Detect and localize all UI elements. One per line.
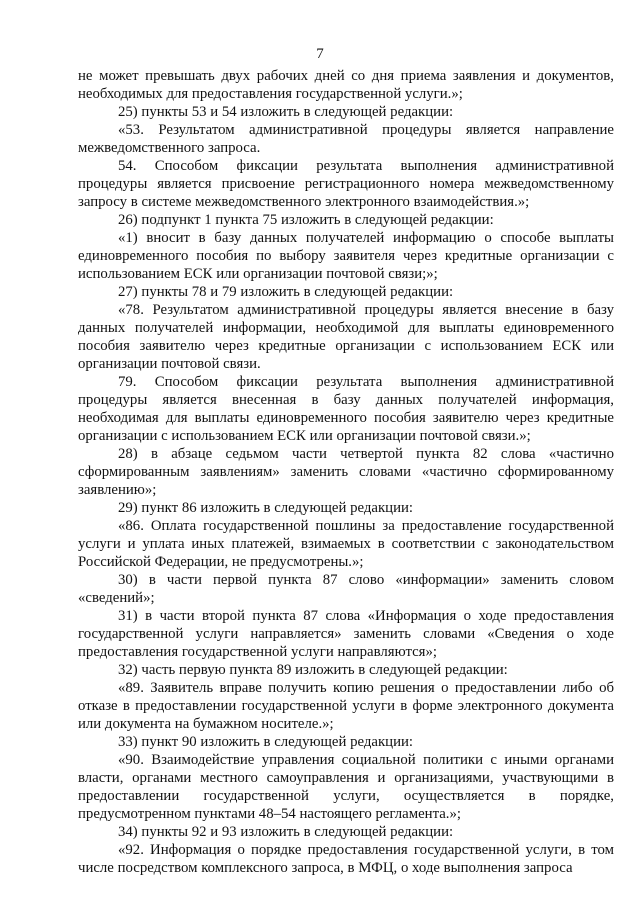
page-number: 7: [316, 46, 324, 62]
paragraph: «78. Результатом административной процедуры является внесение в базу данных получателей информации, необходимой для выплаты единовременного пособия заявителю через кредитные организации с использованием ЕСК или организации почтовой связи.: [78, 302, 614, 372]
paragraph: 79. Способом фиксации результата выполнения административной процедуры является внесенная в базу данных получателей информация, необходимая для выплаты единовременного пособия заявителю через кредитные организации с использованием ЕСК или организации почтовой связи.»;: [78, 374, 614, 444]
paragraph: 27) пункты 78 и 79 изложить в следующей редакции:: [118, 284, 454, 300]
paragraph: 34) пункты 92 и 93 изложить в следующей редакции:: [118, 824, 454, 840]
paragraph: 30) в части первой пункта 87 слово «информации» заменить словом «сведений»;: [78, 572, 614, 606]
paragraph: 33) пункт 90 изложить в следующей редакции:: [118, 734, 414, 750]
paragraph: 32) часть первую пункта 89 изложить в следующей редакции:: [118, 662, 508, 678]
paragraph: «86. Оплата государственной пошлины за предоставление государственной услуги и уплата иных платежей, взимаемых в соответствии с законодательством Российской Федерации, не предусмотрены.»;: [78, 518, 614, 570]
paragraph: 26) подпункт 1 пункта 75 изложить в следующей редакции:: [118, 212, 494, 228]
document-body: [78, 67, 614, 877]
paragraph: 29) пункт 86 изложить в следующей редакции:: [118, 500, 414, 516]
paragraph: 54. Способом фиксации результата выполнения административной процедуры является присвоение регистрационного номера межведомственному запросу в системе межведомственного электронного взаимодействия.»;: [78, 158, 614, 210]
paragraph: «90. Взаимодействие управления социальной политики с иными органами власти, органами местного самоуправления и организациями, участвующими в предоставлении государственной услуги, осуществляется в порядке, предусмотренном пунктами 48–54 настоящего регламента.»;: [78, 752, 614, 822]
paragraph: 28) в абзаце седьмом части четвертой пункта 82 слова «частично сформированным заявлениям» заменить словами «частично сформированному заявлению»;: [78, 446, 614, 498]
paragraph: «1) вносит в базу данных получателей информацию о способе выплаты единовременного пособия по выбору заявителя через кредитные организации с использованием ЕСК или организации почтовой связи;»;: [78, 230, 614, 282]
paragraph: 31) в части второй пункта 87 слова «Информация о ходе предоставления государственной услуги направляется» заменить словами «Сведения о ходе предоставления государственной услуги направляются»;: [78, 608, 614, 660]
paragraph: 25) пункты 53 и 54 изложить в следующей редакции:: [118, 104, 454, 120]
paragraph: «89. Заявитель вправе получить копию решения о предоставлении либо об отказе в предоставлении государственной услуги в форме электронного документа или документа на бумажном носителе.»;: [78, 680, 614, 732]
paragraph: «92. Информация о порядке предоставления государственной услуги, в том числе посредством комплексного запроса, в МФЦ, о ходе выполнения запроса: [78, 842, 614, 876]
paragraph: «53. Результатом административной процедуры является направление межведомственного запроса.: [78, 122, 614, 156]
paragraph: не может превышать двух рабочих дней со дня приема заявления и документов, необходимых для предоставления государственной услуги.»;: [78, 68, 614, 102]
